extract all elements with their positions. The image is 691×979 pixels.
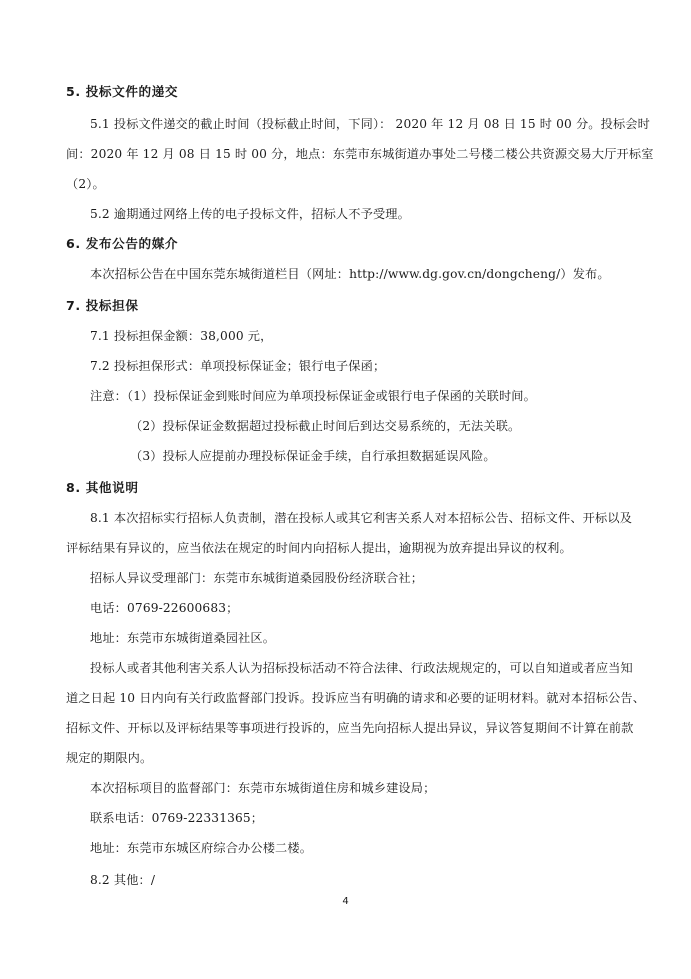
complaint-line-1: 投标人或者其他利害关系人认为招标投标活动不符合法律、行政法规规定的，可以自知道或者应当知 — [90, 661, 633, 675]
section-7-note-1: 注意：（1）投标保证金到账时间应为单项投标保证金或银行电子保函的关联时间。 — [90, 389, 536, 403]
supervisor-address: 地址：东莞市东城区府综合办公楼二楼。 — [90, 841, 313, 855]
section-5-heading: 5. 投标文件的递交 — [66, 84, 179, 99]
supervisor-dept: 本次招标项目的监督部门：东莞市东城街道住房和城乡建设局； — [90, 781, 436, 795]
page-number: 4 — [342, 896, 349, 907]
section-5-1-line-1: 5.1 投标文件递交的截止时间（投标截止时间，下同）： 2020 年 12 月 08 日 15 时 00 分。投标会时 — [90, 117, 650, 131]
complaint-line-2: 道之日起 10 日内向有关行政监督部门投诉。投诉应当有明确的请求和必要的证明材料。就对本招标公告、 — [66, 691, 646, 705]
section-5-2: 5.2 逾期通过网络上传的电子投标文件，招标人不予受理。 — [90, 207, 410, 221]
section-7-2: 7.2 投标担保形式：单项投标保证金；银行电子保函； — [90, 359, 386, 373]
supervisor-phone: 联系电话：0769-22331365； — [90, 811, 264, 825]
section-7-note-2: （2）投标保证金数据超过投标截止时间后到达交易系统的，无法关联。 — [130, 419, 521, 433]
section-7-heading: 7. 投标担保 — [66, 298, 139, 313]
complaint-line-3: 招标文件、开标以及评标结果等事项进行投诉的，应当先向招标人提出异议，异议答复期间不计算在前款 — [66, 721, 634, 735]
section-8-heading: 8. 其他说明 — [66, 480, 139, 495]
section-7-1: 7.1 投标担保金额：38,000 元， — [90, 329, 273, 343]
section-8-1-line-1: 8.1 本次招标实行招标人负责制，潜在投标人或其它利害关系人对本招标公告、招标文件、开标以及 — [90, 511, 633, 525]
complaint-line-4: 规定的期限内。 — [66, 751, 153, 765]
section-5-1-line-2: 间：2020 年 12 月 08 日 15 时 00 分，地点：东莞市东城街道办事处二号楼二楼公共资源交易大厅开标室 — [66, 147, 654, 161]
section-8-1-line-2: 评标结果有异议的，应当依法在规定的时间内向招标人提出，逾期视为放弃提出异议的权利。 — [66, 541, 572, 555]
objection-address: 地址：东莞市东城街道桑园社区。 — [90, 631, 276, 645]
section-6-heading: 6. 发布公告的媒介 — [66, 236, 179, 251]
section-5-1-line-3: （2）。 — [66, 177, 105, 191]
section-8-2: 8.2 其他：/ — [90, 873, 156, 887]
section-6-text: 本次招标公告在中国东莞东城街道栏目（网址：http://www.dg.gov.cn/dongcheng/）发布。 — [90, 267, 610, 281]
section-7-note-3: （3）投标人应提前办理投标保证金手续，自行承担数据延误风险。 — [130, 449, 496, 463]
objection-dept: 招标人异议受理部门：东莞市东城街道桑园股份经济联合社； — [90, 571, 424, 585]
objection-phone: 电话：0769-22600683； — [90, 601, 239, 615]
